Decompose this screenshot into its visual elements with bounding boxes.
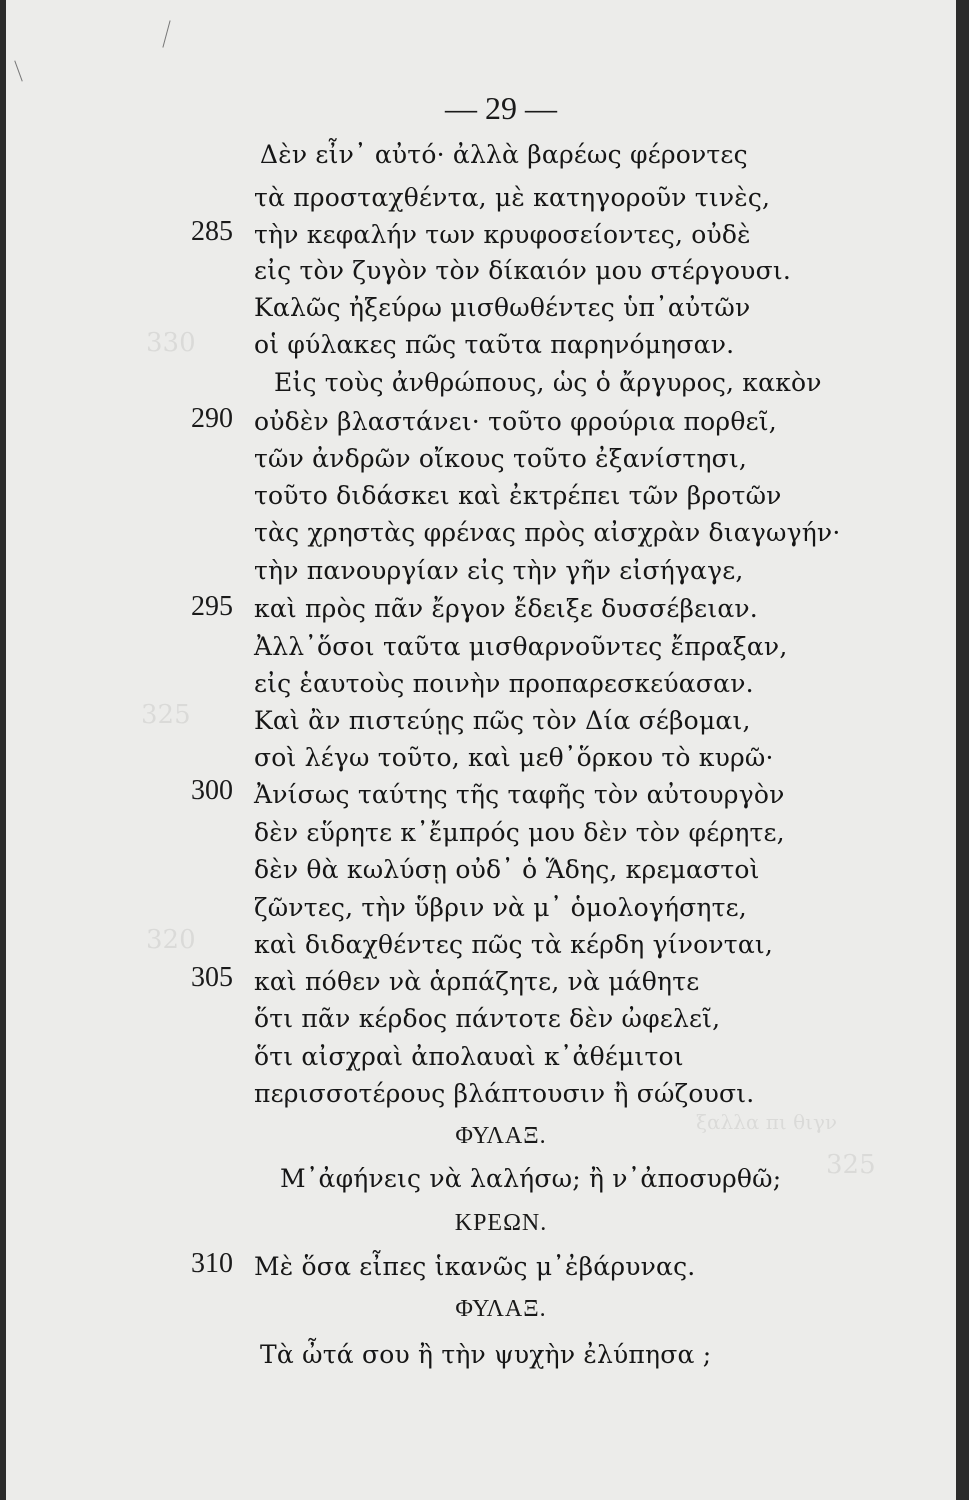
verse-line: Εἰς τοὺς ἀνθρώπους, ὡς ὁ ἄργυρος, κακὸν xyxy=(274,368,822,397)
bleed-through-mark: 325 xyxy=(826,1150,876,1180)
verse-line: Καλῶς ἠξεύρω μισθωθέντες ὑπ᾿αὐτῶν xyxy=(254,293,751,322)
bleed-through-mark: 325 xyxy=(141,700,191,730)
verse-line: Δὲν εἶν᾿ αὐτό· ἀλλὰ βαρέως φέροντες xyxy=(260,140,748,169)
verse-line: τῶν ἀνδρῶν οἴκους τοῦτο ἐξανίστησι, xyxy=(254,444,748,473)
verse-line: τοῦτο διδάσκει καὶ ἐκτρέπει τῶν βροτῶν xyxy=(254,481,782,510)
page-number: — 29 — xyxy=(445,90,557,126)
verse-line: Ἀνίσως ταύτης τῆς ταφῆς τὸν αὐτουργὸν xyxy=(254,780,785,809)
verse-line: ζῶντες, τὴν ὕβριν νὰ μ᾿ ὁμολογήσητε, xyxy=(254,893,747,922)
bleed-through-mark: ξαλλα πι θιγν xyxy=(696,1110,838,1134)
verse-line: περισσοτέρους βλάπτουσιν ἢ σώζουσι. xyxy=(254,1079,755,1108)
verse-line: τὴν κεφαλήν των κρυφοσείοντες, οὐδὲ xyxy=(254,220,751,249)
dialogue-line: Τὰ ὦτά σου ἢ τὴν ψυχὴν ἐλύπησα ; xyxy=(260,1340,712,1369)
verse-line: καὶ πρὸς πᾶν ἔργον ἔδειξε δυσσέβειαν. xyxy=(254,594,758,623)
verse-line: τὴν πανουργίαν εἰς τὴν γῆν εἰσήγαγε, xyxy=(254,556,744,585)
bleed-through-mark: 330 xyxy=(146,328,196,358)
verse-line: εἰς ἑαυτοὺς ποινὴν προπαρεσκεύασαν. xyxy=(254,669,754,698)
verse-line: οἱ φύλακες πῶς ταῦτα παρηνόμησαν. xyxy=(254,330,735,359)
verse-line: δὲν θὰ κωλύσῃ οὐδ᾿ ὁ Ἅδης, κρεμαστοὶ xyxy=(254,855,760,884)
book-page xyxy=(6,0,956,1500)
speaker-name: ΦΥΛΑΞ. xyxy=(455,1123,547,1149)
line-number: 295 xyxy=(191,591,233,622)
margin-mark xyxy=(162,20,170,47)
verse-line: Ἀλλ᾿ὅσοι ταῦτα μισθαρνοῦντες ἔπραξαν, xyxy=(254,632,788,661)
line-number: 310 xyxy=(191,1248,233,1279)
verse-line: τὰ προσταχθέντα, μὲ κατηγοροῦν τινὲς, xyxy=(254,183,771,212)
margin-mark xyxy=(14,60,22,81)
line-number: 300 xyxy=(191,775,233,806)
verse-line: τὰς χρηστὰς φρένας πρὸς αἰσχρὰν διαγωγήν· xyxy=(254,518,841,547)
verse-line: σοὶ λέγω τοῦτο, καὶ μεθ᾿ὅρκου τὸ κυρῶ· xyxy=(254,743,774,772)
line-number: 290 xyxy=(191,403,233,434)
dialogue-line: Μὲ ὅσα εἶπες ἱκανῶς μ᾿ἐβάρυνας. xyxy=(254,1252,696,1281)
speaker-name: ΚΡΕΩΝ. xyxy=(454,1210,548,1236)
verse-line: ὅτι πᾶν κέρδος πάντοτε δὲν ὠφελεῖ, xyxy=(254,1004,721,1033)
verse-line: οὐδὲν βλαστάνει· τοῦτο φρούρια πορθεῖ, xyxy=(254,407,777,436)
line-number: 305 xyxy=(191,962,233,993)
bleed-through-mark: 320 xyxy=(146,925,196,955)
verse-line: ὅτι αἰσχραὶ ἀπολαυαὶ κ᾿ἀθέμιτοι xyxy=(254,1042,684,1071)
line-number: 285 xyxy=(191,216,233,247)
speaker-name: ΦΥΛΑΞ. xyxy=(455,1296,547,1322)
verse-line: καὶ πόθεν νὰ ἁρπάζητε, νὰ μάθητε xyxy=(254,967,700,996)
verse-line: Καὶ ἂν πιστεύῃς πῶς τὸν Δία σέβομαι, xyxy=(254,706,751,735)
verse-line: δὲν εὕρητε κ᾿ἔμπρός μου δὲν τὸν φέρητε, xyxy=(254,818,785,847)
verse-line: καὶ διδαχθέντες πῶς τὰ κέρδη γίνονται, xyxy=(254,930,774,959)
dialogue-line: Μ᾿ἀφήνεις νὰ λαλήσω; ἢ ν᾿ἀποσυρθῶ; xyxy=(280,1164,782,1193)
verse-line: εἰς τὸν ζυγὸν τὸν δίκαιόν μου στέργουσι. xyxy=(254,256,791,285)
